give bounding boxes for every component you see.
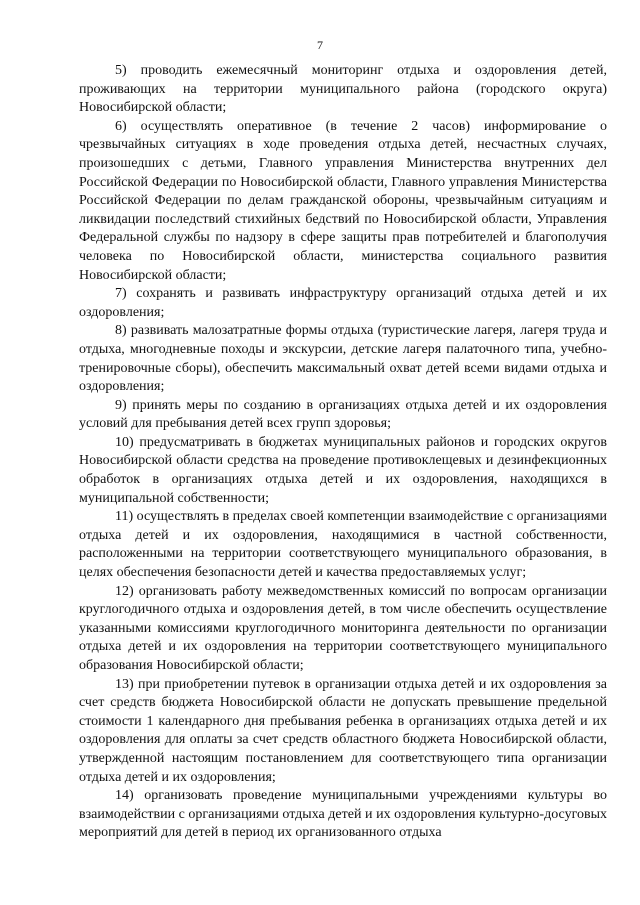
- paragraph-item-14: 14) организовать проведение муниципальными учреждениями культуры во взаимодействии с организациями отдыха детей и их оздоровления культурно-досуговых мероприятий для детей в период их организованного отдыха: [79, 788, 607, 841]
- paragraph-item-7: 7) сохранять и развивать инфраструктуру организаций отдыха детей и их оздоровления;: [79, 286, 607, 320]
- paragraph-item-5: 5) проводить ежемесячный мониторинг отдыха и оздоровления детей, проживающих на территории муниципального района (городского округа) Новосибирской области;: [79, 63, 607, 116]
- paragraph-item-6: 6) осуществлять оперативное (в течение 2 часов) информирование о чрезвычайных ситуациях в ходе проведения отдыха детей, несчастных случаях, произошедших с детьми, Главного управления Министерства внутренних дел Российской Федерации по Новосибирской области, Главного управления Министерства Российской Федерации по делам гражданской обороны, чрезвычайным ситуациям и ликвидации последствий стихийных бедствий по Новосибирской области, Управления Федеральной службы по надзору в сфере защиты прав потребителей и благополучия человека по Новосибирской области, министерства социального развития Новосибирской области;: [79, 118, 607, 283]
- paragraph-item-8: 8) развивать малозатратные формы отдыха (туристические лагеря, лагеря труда и отдыха, многодневные походы и экскурсии, детские лагеря палаточного типа, учебно-тренировочные сборы), обеспечить максимальный охват детей всеми видами отдыха и оздоровления;: [79, 323, 607, 395]
- page-number: 7: [317, 38, 323, 52]
- paragraph-item-9: 9) принять меры по созданию в организациях отдыха детей и их оздоровления условий для пребывания детей всех групп здоровья;: [79, 397, 607, 432]
- paragraph-item-11: 11) осуществлять в пределах своей компетенции взаимодействие с организациями отдыха детей и их оздоровления, находящимися в частной собственности, расположенными на территории соответствующего муниципального образования, в целях обеспечения безопасности детей и качества предоставляемых услуг;: [79, 509, 607, 581]
- paragraph-item-13: 13) при приобретении путевок в организации отдыха детей и их оздоровления за счет средств бюджета Новосибирской области не допускать превышение предельной стоимости 1 календарного дня пребывания ребенка в организациях отдыха детей и их оздоровления для оплаты за счет средств областного бюджета Новосибирской области, утвержденной настоящим постановлением для соответствующего типа организации отдыха детей и их оздоровления;: [79, 676, 607, 785]
- paragraph-item-10: 10) предусматривать в бюджетах муниципальных районов и городских округов Новосибирской области средства на проведение противоклещевых и дезинфекционных обработок в организациях отдыха детей и их оздоровления, находящихся в муниципальной собственности;: [79, 434, 607, 506]
- paragraph-item-12: 12) организовать работу межведомственных комиссий по вопросам организации круглогодичного отдыха и оздоровления детей, в том числе обеспечить осуществление указанными комиссиями круглогодичного мониторинга деятельности по организации отдыха детей и их оздоровления на территории соответствующего муниципального образования Новосибирской области;: [79, 583, 607, 673]
- document-body: [79, 62, 607, 843]
